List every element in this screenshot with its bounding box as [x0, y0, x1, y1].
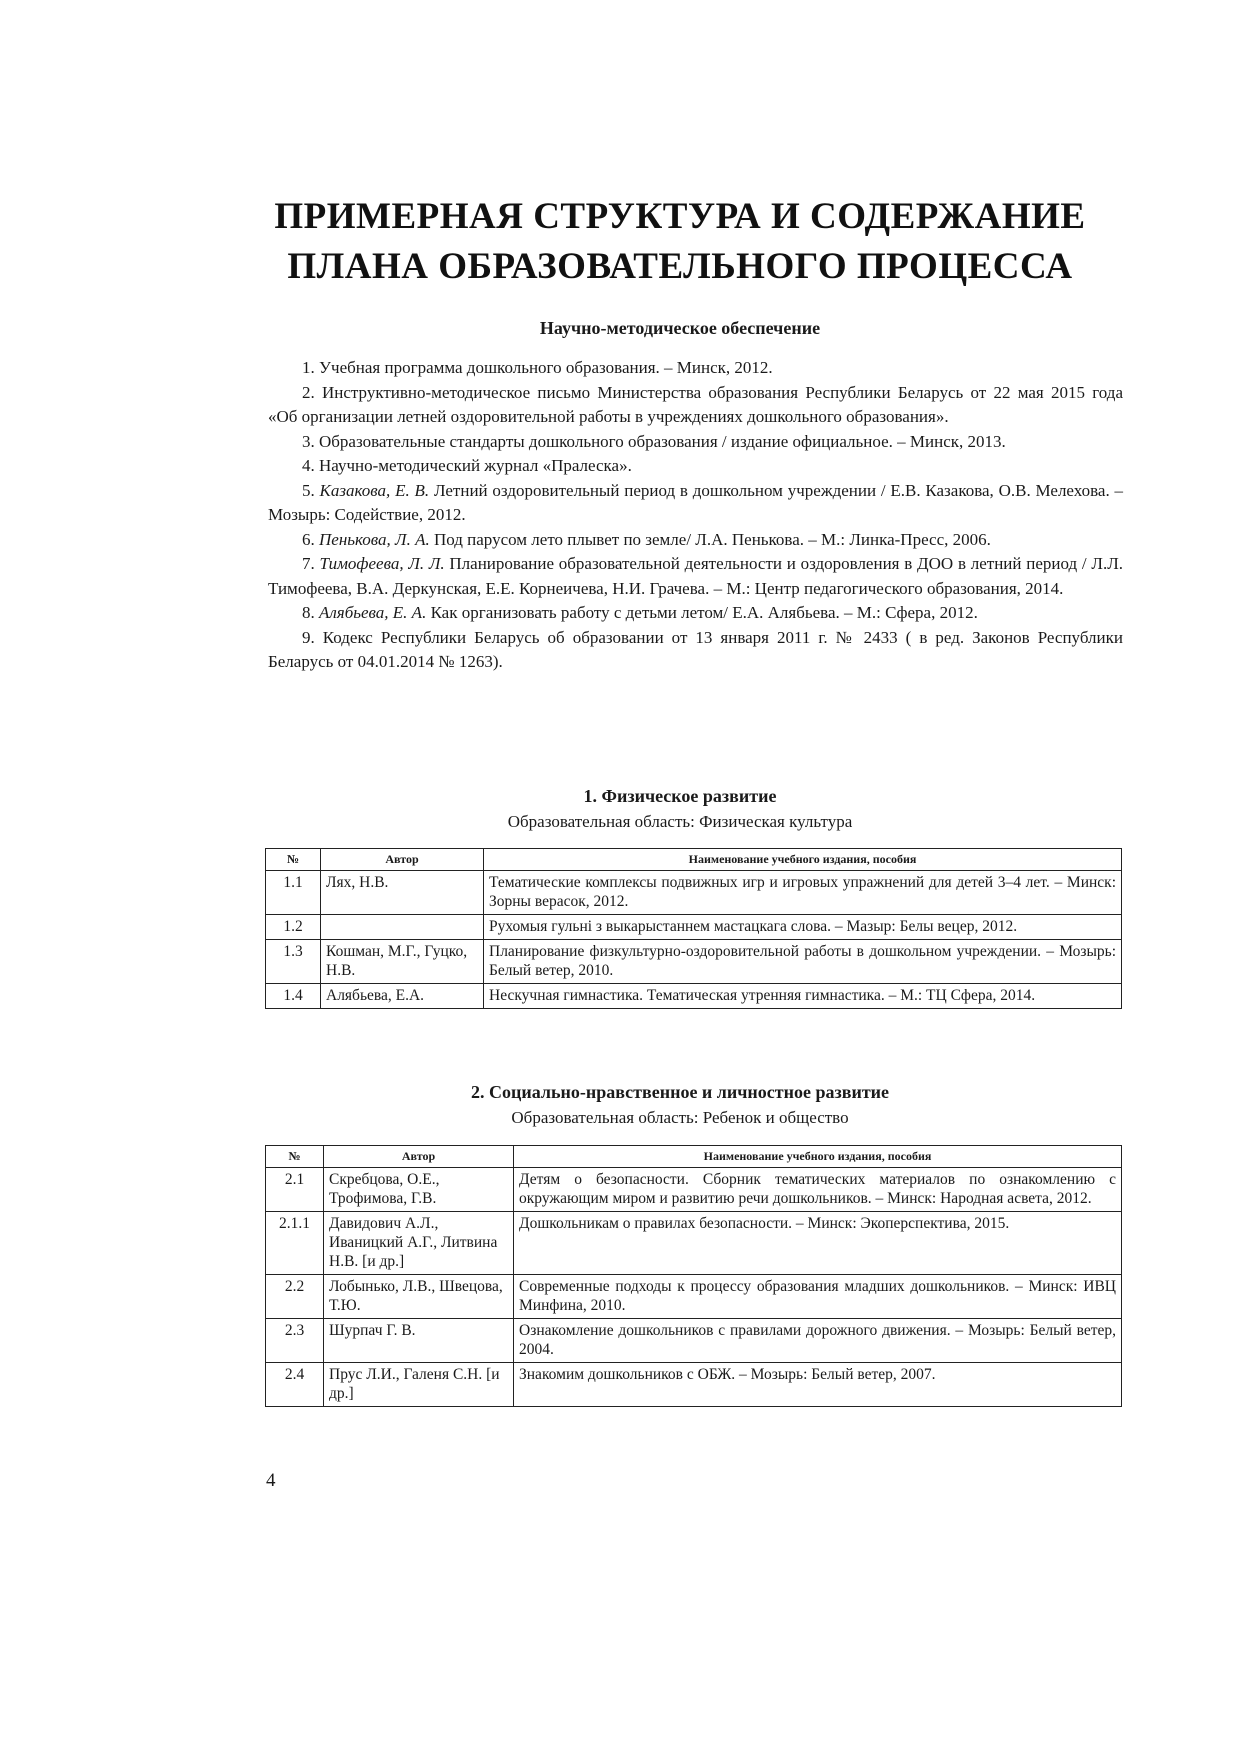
- table-header-row: [266, 1146, 1122, 1168]
- header-number: №: [266, 849, 321, 871]
- cell-number: 1.4: [266, 984, 321, 1009]
- reference-item: 2. Инструктивно-методическое письмо Министерства образования Республики Беларусь от 22 мая 2015 года «Об организации летней оздоровительной работы в учреждениях дошкольного образования».: [268, 382, 1123, 426]
- reference-item: 7. Тимофеева, Л. Л. Планирование образовательной деятельности и оздоровления в ДОО в летний период / Л.Л. Тимофеева, В.А. Деркунская, Е.Е. Корнеичева, Н.И. Грачева. – М.: Центр педагогического образования, 2014.: [268, 554, 1123, 598]
- table-row: [266, 1363, 1122, 1407]
- table-row: [266, 940, 1122, 984]
- reference-author: Пенькова, Л. А.: [319, 529, 430, 549]
- cell-author: Лобынько, Л.В., Швецова, Т.Ю.: [324, 1275, 514, 1319]
- header-author: Автор: [324, 1146, 514, 1168]
- table-row: [266, 1319, 1122, 1363]
- table-row: [266, 984, 1122, 1009]
- table-row: [266, 1275, 1122, 1319]
- cell-title: Ознакомление дошкольников с правилами дорожного движения. – Мозырь: Белый ветер, 2004.: [514, 1319, 1122, 1363]
- reference-item: 4. Научно-методический журнал «Пралеска».: [302, 456, 632, 475]
- cell-author: Скребцова, О.Е., Трофимова, Г.В.: [324, 1168, 514, 1212]
- cell-title: Знакомим дошкольников с ОБЖ. – Мозырь: Белый ветер, 2007.: [514, 1363, 1122, 1407]
- cell-title: Тематические комплексы подвижных игр и игровых упражнений для детей 3–4 лет. – Минск: Зорны верасок, 2012.: [484, 871, 1122, 915]
- header-author: Автор: [321, 849, 484, 871]
- reference-item: 5. Казакова, Е. В. Летний оздоровительный период в дошкольном учреждении / Е.В. Казакова, О.В. Мелехова. – Мозырь: Содействие, 2012.: [268, 480, 1124, 524]
- reference-item: 1. Учебная программа дошкольного образования. – Минск, 2012.: [302, 358, 773, 377]
- cell-author: Прус Л.И., Галеня С.Н. [и др.]: [324, 1363, 514, 1407]
- cell-author: Давидович А.Л., Иваницкий А.Г., Литвина Н.В. [и др.]: [324, 1212, 514, 1275]
- cell-number: 2.1: [266, 1168, 324, 1212]
- reference-item: 8. Алябьева, Е. А. Как организовать работу с детьми летом/ Е.А. Алябьева. – М.: Сфера, 2012.: [302, 603, 978, 622]
- section-2-title: 2. Социально-нравственное и личностное развитие: [470, 1082, 890, 1102]
- cell-author: Лях, Н.В.: [321, 871, 484, 915]
- cell-number: 1.1: [266, 871, 321, 915]
- section-2-table: [265, 1145, 1122, 1407]
- page-number: 4: [266, 1470, 276, 1491]
- cell-number: 1.3: [266, 940, 321, 984]
- cell-number: 2.2: [266, 1275, 324, 1319]
- cell-number: 1.2: [266, 915, 321, 940]
- cell-title: Дошкольникам о правилах безопасности. – Минск: Экоперспектива, 2015.: [514, 1212, 1122, 1275]
- reference-author: Тимофеева, Л. Л.: [319, 554, 445, 573]
- cell-number: 2.4: [266, 1363, 324, 1407]
- header-number: №: [266, 1146, 324, 1168]
- reference-author: Казакова, Е. В.: [319, 480, 430, 500]
- cell-author: [321, 915, 484, 940]
- section-1-title: 1. Физическое развитие: [583, 786, 777, 806]
- cell-title: Детям о безопасности. Сборник тематических материалов по ознакомлению с окружающим миром и развитию речи дошкольников. – Минск: Народная асвета, 2012.: [514, 1168, 1122, 1212]
- header-title: Наименование учебного издания, пособия: [484, 849, 1122, 871]
- header-title: Наименование учебного издания, пособия: [514, 1146, 1122, 1168]
- cell-title: Нескучная гимнастика. Тематическая утренняя гимнастика. – М.: ТЦ Сфера, 2014.: [484, 984, 1122, 1009]
- table-header-row: [266, 849, 1122, 871]
- cell-title: Рухомыя гульні з выкарыстаннем мастацкага слова. – Мазыр: Белы вецер, 2012.: [484, 915, 1122, 940]
- table-row: [266, 1212, 1122, 1275]
- reference-author: Алябьева, Е. А.: [319, 603, 427, 622]
- cell-author: Шурпач Г. В.: [324, 1319, 514, 1363]
- cell-number: 2.3: [266, 1319, 324, 1363]
- reference-item: 6. Пенькова, Л. А. Под парусом лето плывет по земле/ Л.А. Пенькова. – М.: Линка-Пресс, 2006.: [302, 529, 991, 549]
- cell-author: Кошман, М.Г., Гуцко, Н.В.: [321, 940, 484, 984]
- reference-item: 3. Образовательные стандарты дошкольного образования / издание официальное. – Минск, 2013.: [302, 431, 1006, 451]
- cell-title: Планирование физкультурно-оздоровительной работы в дошкольном учреждении. – Мозырь: Белый ветер, 2010.: [484, 940, 1122, 984]
- reference-item: 9. Кодекс Республики Беларусь об образовании от 13 января 2011 г. № 2433 ( в ред. Законов Республики Беларусь от 04.01.2014 № 1263).: [268, 627, 1123, 671]
- references-list: [268, 356, 1123, 675]
- table-row: [266, 915, 1122, 940]
- page-title-line-2: ПЛАНА ОБРАЗОВАТЕЛЬНОГО ПРОЦЕССА: [287, 246, 1073, 287]
- references-heading: Научно-методическое обеспечение: [539, 318, 821, 338]
- cell-author: Алябьева, Е.А.: [321, 984, 484, 1009]
- section-1-table: [265, 848, 1122, 1009]
- section-2-subtitle: Образовательная область: Ребенок и общество: [511, 1108, 849, 1127]
- page-title: [240, 192, 1120, 292]
- cell-title: Современные подходы к процессу образования младших дошкольников. – Минск: ИВЦ Минфина, 2010.: [514, 1275, 1122, 1319]
- section-1-subtitle: Образовательная область: Физическая культура: [507, 812, 853, 831]
- table-row: [266, 871, 1122, 915]
- cell-number: 2.1.1: [266, 1212, 324, 1275]
- table-row: [266, 1168, 1122, 1212]
- page-title-line-1: ПРИМЕРНАЯ СТРУКТУРА И СОДЕРЖАНИЕ: [274, 196, 1086, 237]
